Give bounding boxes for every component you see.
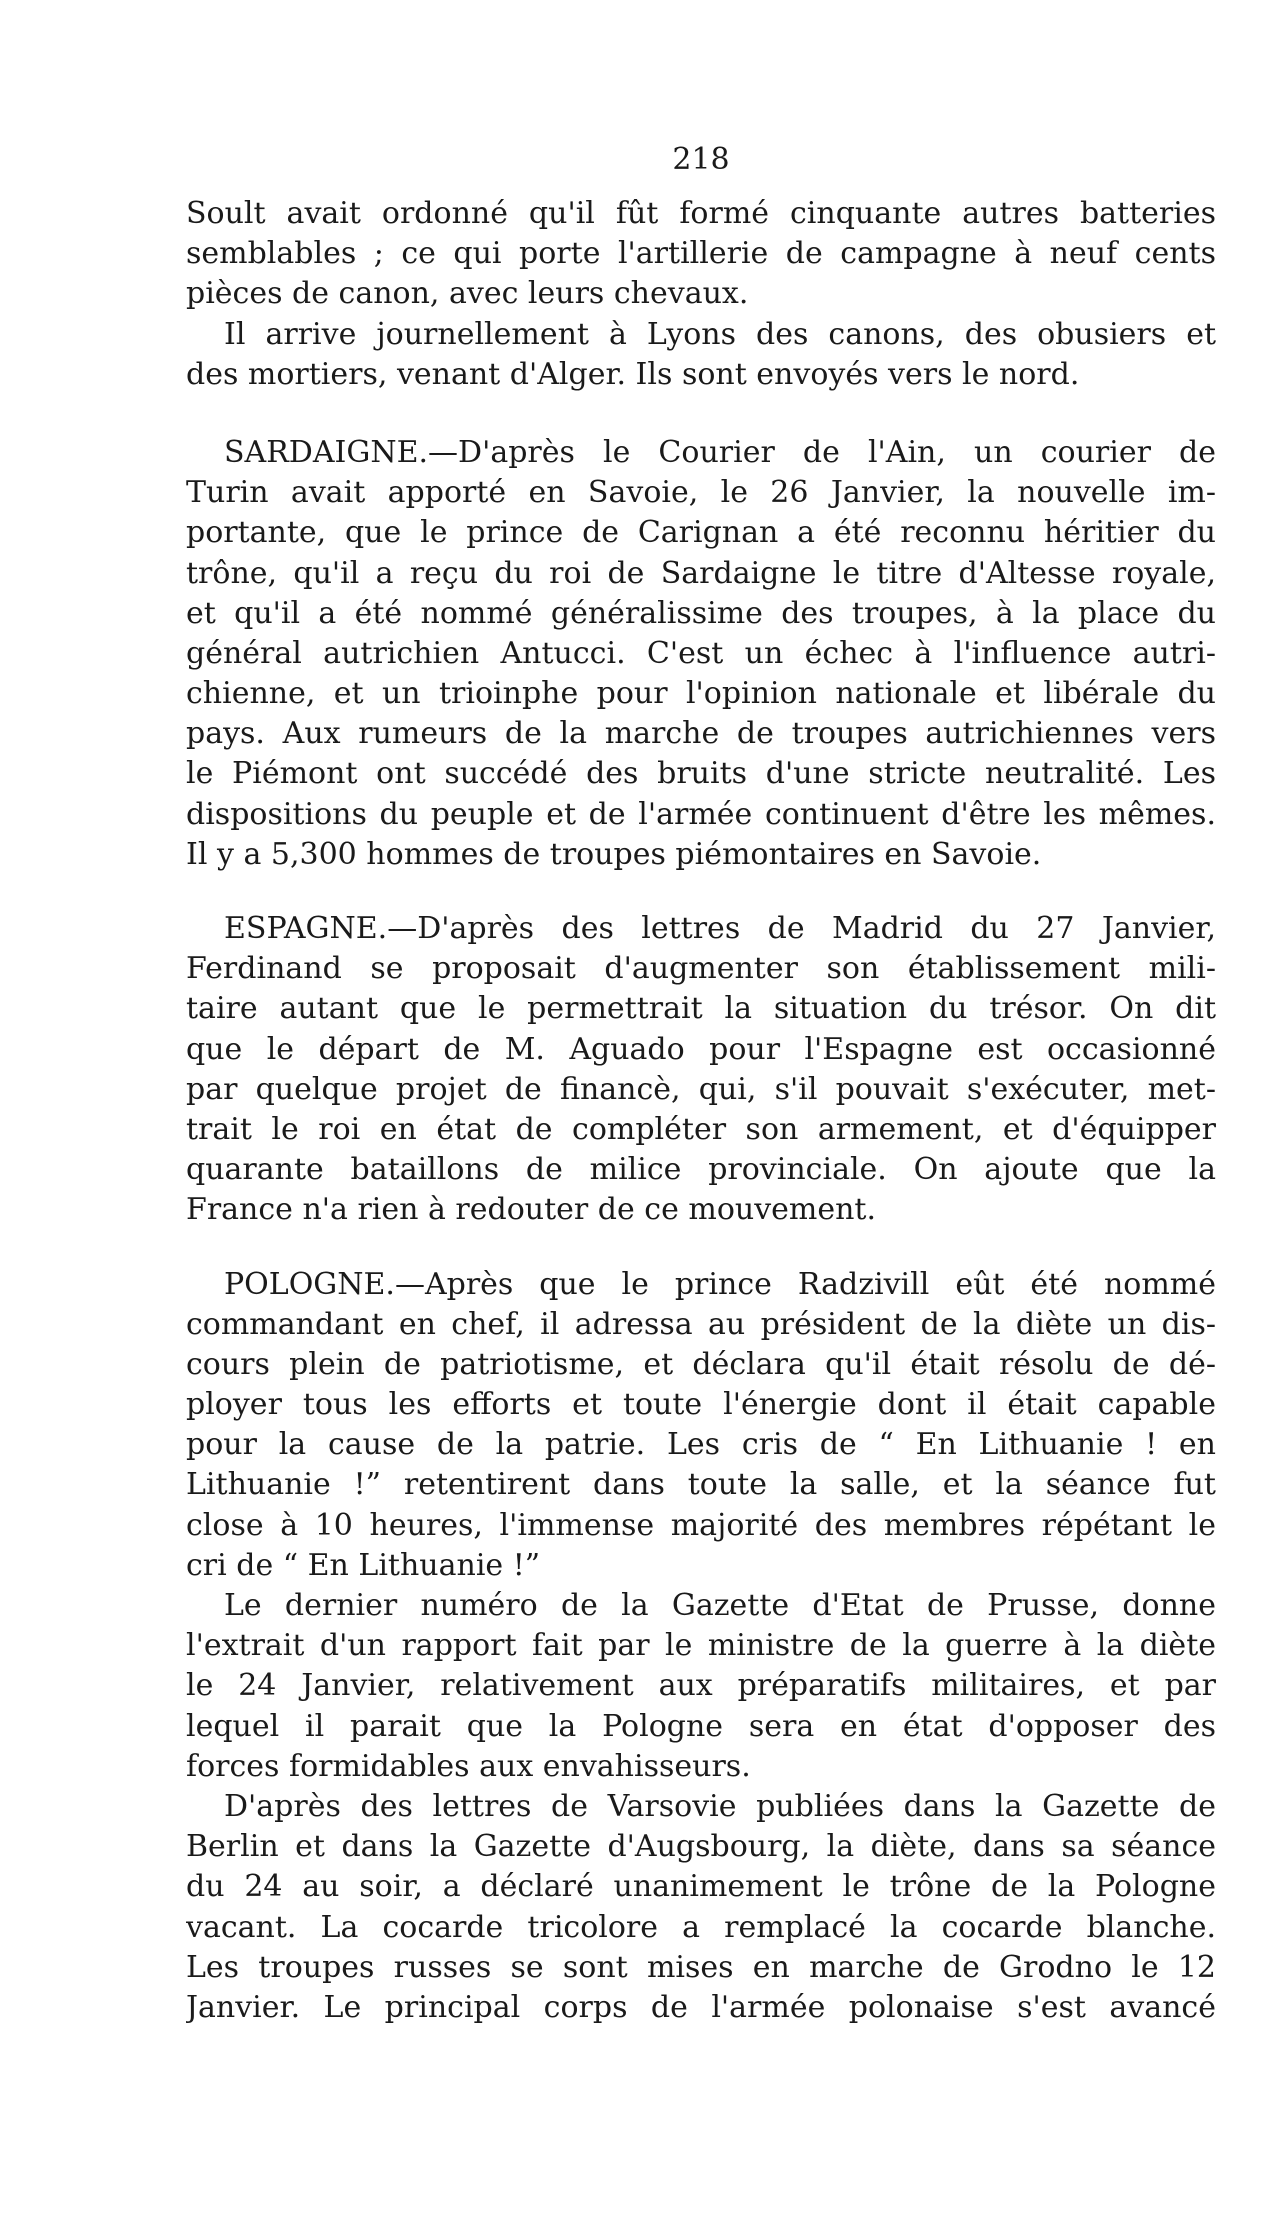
text-line: Il arrive journellement à Lyons des canons, des obusiers et (224, 316, 1216, 352)
paragraph-espagne (186, 909, 1216, 1231)
text-line: Lithuanie !” retentirent dans toute la salle, et la séance fut (186, 1467, 1216, 1503)
text-line: Il y a 5,300 hommes de troupes piémontaires en Savoie. (186, 836, 1042, 872)
text-line: trait le roi en état de compléter son armement, et d'équipper (186, 1111, 1216, 1147)
paragraph-artillery (186, 194, 1216, 315)
text-line: semblables ; ce qui porte l'artillerie de campagne à neuf cents (186, 236, 1216, 272)
text-line: et qu'il a été nommé généralissime des troupes, à la place du (186, 595, 1216, 631)
text-line: portante, que le prince de Carignan a été reconnu héritier du (186, 515, 1216, 551)
text-line: ESPAGNE.—D'après des lettres de Madrid du 27 Janvier, (224, 911, 1216, 946)
text-line: général autrichien Antucci. C'est un échec à l'influence autri- (186, 635, 1216, 671)
text-line: commandant en chef, il adressa au président de la diète un dis- (186, 1306, 1216, 1342)
text-line: Turin avait apporté en Savoie, le 26 Janvier, la nouvelle im- (186, 475, 1216, 511)
text-line: Ferdinand se proposait d'augmenter son établissement mili- (186, 951, 1216, 987)
paragraph-lyons (186, 315, 1216, 395)
paragraph-gazette-prusse (186, 1586, 1216, 1787)
text-line: D'après des lettres de Varsovie publiées dans la Gazette de (224, 1788, 1216, 1824)
text-line: cours plein de patriotisme, et déclara qu'il était résolu de dé- (186, 1346, 1216, 1382)
text-line: pays. Aux rumeurs de la marche de troupes autrichiennes vers (186, 716, 1216, 752)
text-line: pour la cause de la patrie. Les cris de “ En Lithuanie ! en (186, 1427, 1216, 1463)
text-line: SARDAIGNE.—D'après le Courier de l'Ain, un courier de (224, 434, 1216, 470)
text-line: chienne, et un trioinphe pour l'opinion nationale et libérale du (186, 676, 1216, 712)
text-line: lequel il parait que la Pologne sera en état d'opposer des (186, 1708, 1216, 1744)
paragraph-varsovie (186, 1787, 1216, 2028)
text-line: Berlin et dans la Gazette d'Augsbourg, la diète, dans sa séance (186, 1829, 1216, 1865)
text-line: cri de “ En Lithuanie !” (186, 1547, 541, 1583)
text-line: Le dernier numéro de la Gazette d'Etat de Prusse, donne (224, 1588, 1216, 1623)
text-line: close à 10 heures, l'immense majorité des membres répétant le (186, 1507, 1216, 1543)
text-line: par quelque projet de financè, qui, s'il pouvait s'exécuter, met- (186, 1071, 1216, 1107)
text-line: quarante bataillons de milice provinciale. On ajoute que la (186, 1152, 1216, 1188)
book-page (186, 140, 1216, 2028)
text-line: Les troupes russes se sont mises en marche de Grodno le 12 (186, 1949, 1216, 1985)
text-line: le 24 Janvier, relativement aux préparatifs militaires, et par (186, 1668, 1216, 1704)
text-line: du 24 au soir, a déclaré unanimement le trône de la Pologne (186, 1869, 1216, 1905)
text-line: des mortiers, venant d'Alger. Ils sont envoyés vers le nord. (186, 356, 1080, 392)
paragraph-pologne (186, 1265, 1216, 1587)
page-number: 218 (672, 142, 730, 177)
text-line: ployer tous les efforts et toute l'énergie dont il était capable (186, 1387, 1216, 1423)
text-line: taire autant que le permettrait la situation du trésor. On dit (186, 991, 1216, 1027)
text-line: l'extrait d'un rapport fait par le ministre de la guerre à la diète (186, 1628, 1216, 1664)
text-line: forces formidables aux envahisseurs. (186, 1748, 751, 1784)
paragraph-sardaigne (186, 433, 1216, 875)
text-line: Janvier. Le principal corps de l'armée polonaise s'est avancé (186, 1989, 1216, 2025)
text-line: trône, qu'il a reçu du roi de Sardaigne le titre d'Altesse royale, (186, 555, 1216, 591)
text-line: pièces de canon, avec leurs chevaux. (186, 276, 749, 312)
text-line: dispositions du peuple et de l'armée continuent d'être les mêmes. (186, 796, 1216, 832)
text-line: vacant. La cocarde tricolore a remplacé la cocarde blanche. (186, 1909, 1216, 1945)
text-line: que le départ de M. Aguado pour l'Espagne est occasionné (186, 1031, 1216, 1067)
text-line: le Piémont ont succédé des bruits d'une stricte neutralité. Les (186, 756, 1216, 792)
text-line: France n'a rien à redouter de ce mouvement. (186, 1192, 877, 1228)
text-line: Soult avait ordonné qu'il fût formé cinquante autres batteries (186, 196, 1216, 231)
text-line: POLOGNE.—Après que le prince Radzivill eût été nommé (224, 1266, 1216, 1302)
